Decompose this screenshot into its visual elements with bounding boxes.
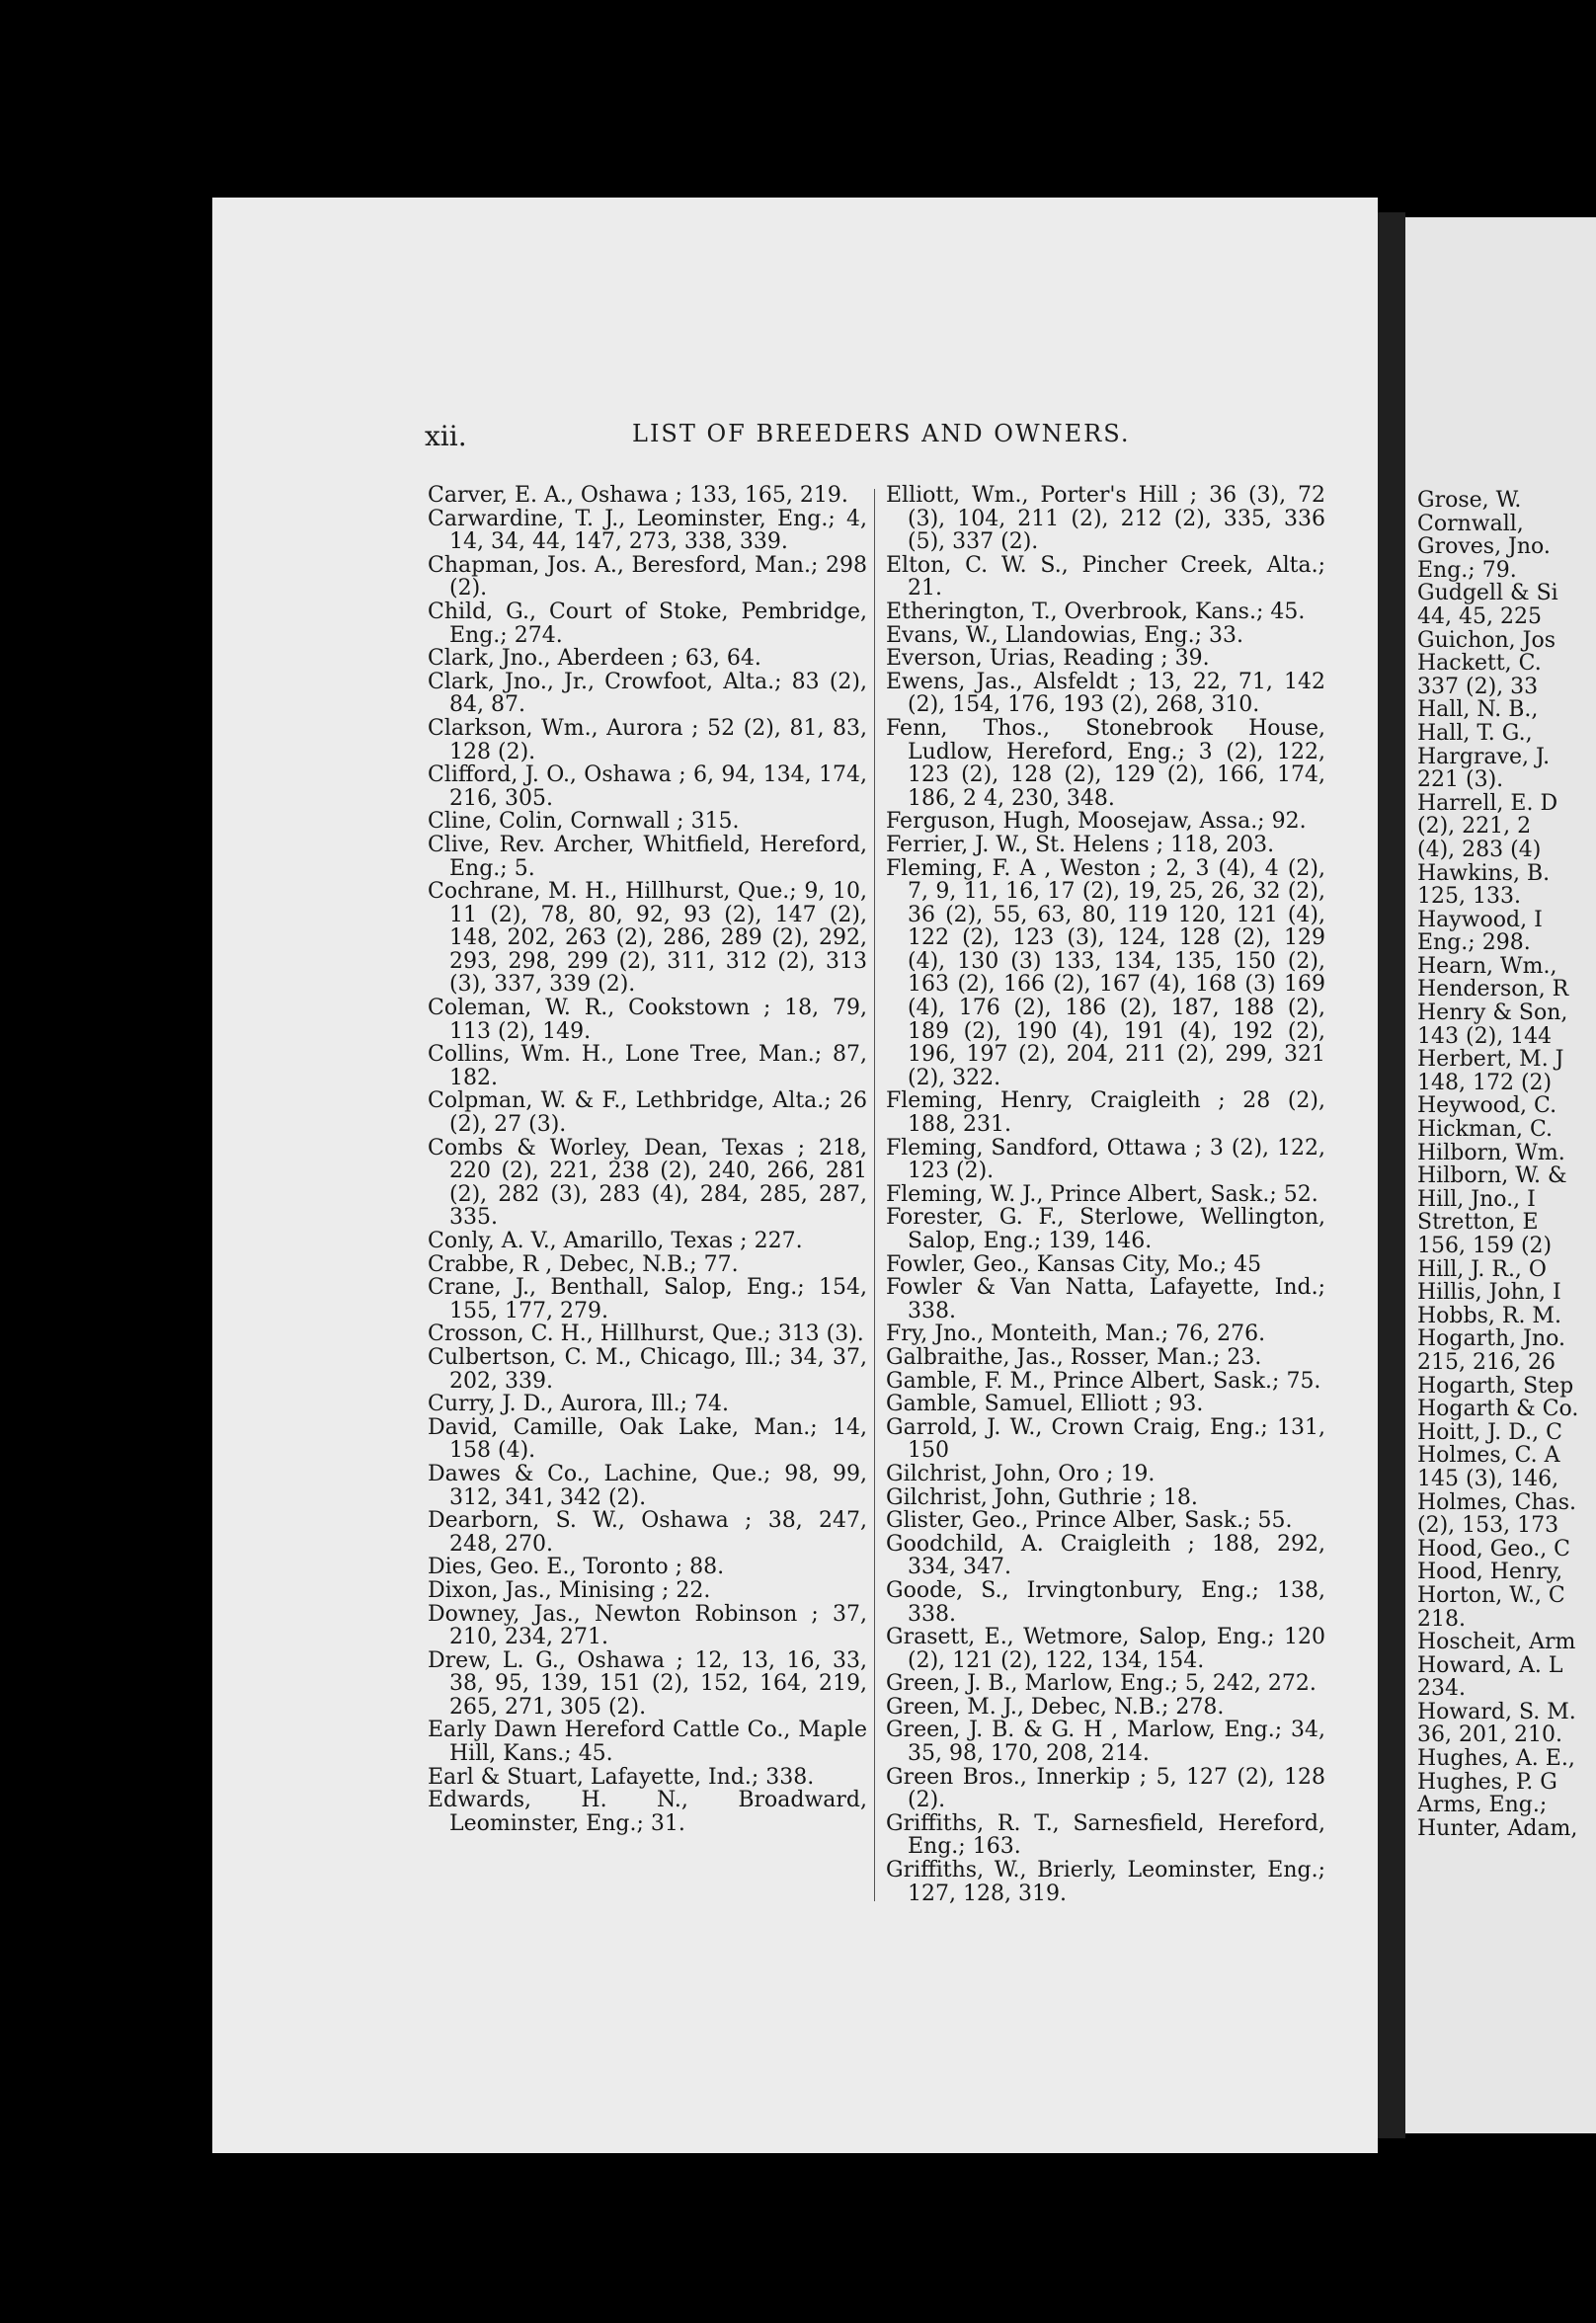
next-page-entry-fragment: 221 (3). — [1417, 767, 1504, 793]
next-page-entry-fragment: 145 (3), 146, — [1417, 1466, 1559, 1491]
next-page-entry-fragment: Hunter, Adam, — [1417, 1815, 1578, 1841]
next-page-entry-fragment: Hillis, John, I — [1417, 1280, 1561, 1306]
index-entry: Fleming, Sandford, Ottawa ; 3 (2), 122, 123 (2). — [886, 1135, 1325, 1184]
index-entry: Crabbe, R , Debec, N.B.; 77. — [428, 1251, 739, 1277]
next-page-entry-fragment: Hilborn, Wm. — [1417, 1140, 1565, 1165]
index-entry: Gilchrist, John, Guthrie ; 18. — [886, 1484, 1198, 1510]
index-entry: Clive, Rev. Archer, Whitfield, Hereford, Eng.; 5. — [428, 832, 867, 881]
index-entry: Downey, Jas., Newton Robinson ; 37, 210, 234, 271. — [428, 1601, 867, 1650]
index-entry: Crane, J., Benthall, Salop, Eng.; 154, 155, 177, 279. — [428, 1275, 867, 1323]
index-entry: Crosson, C. H., Hillhurst, Que.; 313 (3). — [428, 1322, 864, 1347]
next-page-entry-fragment: Cornwall, — [1417, 511, 1524, 536]
index-entry: Fleming, Henry, Craigleith ; 28 (2), 188, 231. — [886, 1088, 1325, 1138]
next-page-entry-fragment: Hogarth, Jno. — [1417, 1326, 1565, 1352]
index-entry: Gamble, Samuel, Elliott ; 93. — [886, 1392, 1204, 1417]
next-page-entry-fragment: Hoscheit, Arm — [1417, 1630, 1576, 1655]
next-page-entry-fragment: 156, 159 (2) — [1417, 1234, 1553, 1258]
next-page-entry-fragment: (4), 283 (4) — [1417, 837, 1542, 862]
index-entry: Galbraithe, Jas., Rosser, Man.; 23. — [886, 1344, 1262, 1370]
index-entry: Goode, S., Irvingtonbury, Eng.; 138, 338. — [886, 1577, 1325, 1627]
next-page-entry-fragment: Eng.; 79. — [1417, 557, 1517, 583]
book-spine — [1378, 212, 1405, 2138]
index-entry: Clark, Jno., Jr., Crowfoot, Alta.; 83 (2), 84, 87. — [428, 669, 867, 718]
index-entry: Fleming, W. J., Prince Albert, Sask.; 52. — [886, 1181, 1318, 1207]
next-page-entry-fragment: Howard, A. L — [1417, 1652, 1563, 1678]
column-divider — [874, 489, 875, 1901]
index-entry: Ferguson, Hugh, Moosejaw, Assa.; 92. — [886, 809, 1307, 835]
next-page-entry-fragment: Haywood, I — [1417, 907, 1543, 932]
index-entry: Grasett, E., Wetmore, Salop, Eng.; 120 (2), 121 (2), 122, 134, 154. — [886, 1625, 1325, 1673]
next-page-entry-fragment: Hawkins, B. — [1417, 860, 1551, 886]
next-page-entry-fragment: Hoitt, J. D., C — [1417, 1419, 1562, 1445]
next-page-entry-fragment: Hood, Henry, — [1417, 1560, 1563, 1585]
index-entry: Etherington, T., Overbrook, Kans.; 45. — [886, 599, 1306, 624]
next-page-entry-fragment: Grose, W. — [1417, 488, 1522, 513]
next-page-entry-fragment: Hearn, Wm., — [1417, 953, 1557, 979]
next-page-entry-fragment: Eng.; 298. — [1417, 930, 1531, 956]
next-page-entry-fragment: 337 (2), 33 — [1417, 674, 1539, 699]
index-entry: Conly, A. V., Amarillo, Texas ; 227. — [428, 1229, 803, 1253]
index-entry: Earl & Stuart, Lafayette, Ind.; 338. — [428, 1764, 815, 1790]
index-entry: Clifford, J. O., Oshawa ; 6, 94, 134, 174, 216, 305. — [428, 762, 867, 811]
next-page-entry-fragment: 234. — [1417, 1676, 1466, 1702]
left-index-column — [428, 484, 867, 1835]
index-entry: Drew, L. G., Oshawa ; 12, 13, 16, 33, 38, 95, 139, 151 (2), 152, 164, 219, 265, 271, 305 (2). — [428, 1647, 867, 1720]
next-page-edge — [1405, 217, 1596, 2133]
index-entry: Griffiths, R. T., Sarnesfield, Hereford, Eng.; 163. — [886, 1810, 1325, 1860]
index-entry: Glister, Geo., Prince Alber, Sask.; 55. — [886, 1508, 1293, 1534]
next-page-entry-fragment: Heywood, C. — [1417, 1093, 1557, 1119]
next-page-entry-fragment: Holmes, Chas. — [1417, 1489, 1577, 1515]
index-entry: Dies, Geo. E., Toronto ; 88. — [428, 1555, 725, 1580]
next-page-entry-fragment: Stretton, E — [1417, 1210, 1539, 1236]
index-entry: Colpman, W. & F., Lethbridge, Alta.; 26 (2), 27 (3). — [428, 1088, 867, 1138]
index-entry: Elton, C. W. S., Pincher Creek, Alta.; 21. — [886, 552, 1325, 601]
next-page-entry-fragment: Henry & Son, — [1417, 1001, 1568, 1026]
page-number: xii. — [425, 420, 467, 452]
index-entry: Fry, Jno., Monteith, Man.; 76, 276. — [886, 1322, 1266, 1347]
next-page-entry-fragment: 44, 45, 225 — [1417, 603, 1542, 629]
next-page-entry-fragment: Henderson, R — [1417, 977, 1569, 1002]
index-entry: Carwardine, T. J., Leominster, Eng.; 4, 14, 34, 44, 147, 273, 338, 339. — [428, 506, 867, 555]
next-page-entry-fragment: Groves, Jno. — [1417, 534, 1551, 560]
index-entry: Dixon, Jas., Minising ; 22. — [428, 1577, 711, 1603]
index-entry: Green, J. B., Marlow, Eng.; 5, 242, 272. — [886, 1671, 1317, 1697]
index-entry: Evans, W., Llandowias, Eng.; 33. — [886, 622, 1244, 648]
next-page-entry-fragment: Guichon, Jos — [1417, 627, 1556, 653]
index-entry: Early Dawn Hereford Cattle Co., Maple Hill, Kans.; 45. — [428, 1718, 867, 1767]
next-page-entry-fragment: (2), 221, 2 — [1417, 814, 1532, 840]
next-page-entry-fragment: Hall, T. G., — [1417, 720, 1533, 746]
index-entry: Elliott, Wm., Porter's Hill ; 36 (3), 72 (3), 104, 211 (2), 212 (2), 335, 336 (5), 337 (2). — [886, 483, 1325, 555]
index-entry: Garrold, J. W., Crown Craig, Eng.; 131, 150 — [886, 1414, 1325, 1464]
index-entry: Culbertson, C. M., Chicago, Ill.; 34, 37, 202, 339. — [428, 1344, 867, 1394]
next-page-entry-fragment: Howard, S. M. — [1417, 1699, 1576, 1724]
next-page-entry-fragment: 148, 172 (2) — [1417, 1070, 1553, 1095]
index-entry: Edwards, H. N., Broadward, Leominster, Eng.; 31. — [428, 1788, 867, 1836]
next-page-entry-fragment: Hood, Geo., C — [1417, 1536, 1571, 1562]
index-entry: Collins, Wm. H., Lone Tree, Man.; 87, 182. — [428, 1042, 867, 1090]
index-entry: Clark, Jno., Aberdeen ; 63, 64. — [428, 646, 761, 672]
index-entry: Green Bros., Innerkip ; 5, 127 (2), 128 (2). — [886, 1764, 1325, 1813]
next-page-entry-fragment: Hargrave, J. — [1417, 744, 1551, 769]
index-entry: Everson, Urias, Reading ; 39. — [886, 646, 1210, 672]
next-page-entry-fragment: 36, 201, 210. — [1417, 1722, 1562, 1748]
index-entry: David, Camille, Oak Lake, Man.; 14, 158 (4). — [428, 1414, 867, 1464]
next-page-entry-fragment: Hogarth, Step — [1417, 1373, 1574, 1399]
index-entry: Carver, E. A., Oshawa ; 133, 165, 219. — [428, 483, 848, 508]
next-page-entry-fragment: 218. — [1417, 1606, 1466, 1632]
index-entry: Green, M. J., Debec, N.B.; 278. — [886, 1694, 1225, 1720]
next-page-entry-fragment: (2), 153, 173 — [1417, 1513, 1559, 1539]
index-entry: Curry, J. D., Aurora, Ill.; 74. — [428, 1392, 730, 1417]
next-page-entry-fragment: Horton, W., C — [1417, 1582, 1565, 1608]
index-entry: Coleman, W. R., Cookstown ; 18, 79, 113 (2), 149. — [428, 996, 867, 1044]
index-entry: Fowler & Van Natta, Lafayette, Ind.; 338. — [886, 1275, 1325, 1323]
next-page-entry-fragment: 215, 216, 26 — [1417, 1349, 1556, 1375]
next-page-entry-fragment: Hackett, C. — [1417, 651, 1542, 677]
index-entry: Clarkson, Wm., Aurora ; 52 (2), 81, 83, 128 (2). — [428, 715, 867, 764]
next-page-entry-fragment: Hughes, A. E., — [1417, 1746, 1575, 1772]
next-page-entry-fragment: Hill, Jno., I — [1417, 1186, 1536, 1212]
next-page-entry-fragment: 125, 133. — [1417, 884, 1521, 910]
index-entry: Fenn, Thos., Stonebrook House, Ludlow, Hereford, Eng.; 3 (2), 122, 123 (2), 128 (2), 129 (2), 166, 174, 186, 2 4, 230, 348. — [886, 715, 1325, 811]
next-page-entry-fragment: Hogarth & Co. — [1417, 1397, 1579, 1422]
index-entry: Goodchild, A. Craigleith ; 188, 292, 334, 347. — [886, 1531, 1325, 1580]
next-page-entry-fragment: Arms, Eng.; — [1417, 1793, 1548, 1818]
next-page-entry-fragment: Hobbs, R. M. — [1417, 1303, 1561, 1328]
index-entry: Combs & Worley, Dean, Texas ; 218, 220 (2), 221, 238 (2), 240, 266, 281 (2), 282 (3), 283 (4), 284, 285, 287, 335. — [428, 1135, 867, 1231]
index-entry: Ferrier, J. W., St. Helens ; 118, 203. — [886, 832, 1275, 857]
next-page-entry-fragment: Hickman, C. — [1417, 1117, 1554, 1143]
index-entry: Fowler, Geo., Kansas City, Mo.; 45 — [886, 1251, 1262, 1277]
index-entry: Forester, G. F., Sterlowe, Wellington, Salop, Eng.; 139, 146. — [886, 1205, 1325, 1253]
next-page-entry-fragment: Gudgell & Si — [1417, 581, 1558, 606]
page-title: LIST OF BREEDERS AND OWNERS. — [632, 420, 1131, 447]
index-entry: Griffiths, W., Brierly, Leominster, Eng.; 127, 128, 319. — [886, 1858, 1325, 1906]
index-entry: Fleming, F. A , Weston ; 2, 3 (4), 4 (2), 7, 9, 11, 16, 17 (2), 19, 25, 26, 32 (2), 36 (2), 55, 63, 80, 119 120, 121 (4), 122 (2), 123 (3), 124, 128 (2), 129 (4), 130 (3) 133, 134, 135, 150 (2), 163 (2), 166 (2), 167 (4), 168 (3) 169 (4), 176 (2), 186 (2), 187, 188 (2), 189 (2), 190 (4), 191 (4), 192 (2), 196, 197 (2), 204, 211 (2), 299, 321 (2), 322. — [886, 855, 1325, 1090]
index-entry: Dawes & Co., Lachine, Que.; 98, 99, 312, 341, 342 (2). — [428, 1461, 867, 1510]
next-page-entry-fragment: Herbert, M. J — [1417, 1047, 1564, 1073]
next-page-entry-fragment: 143 (2), 144 — [1417, 1023, 1553, 1049]
next-page-entry-fragment: Hall, N. B., — [1417, 697, 1539, 723]
index-entry: Gamble, F. M., Prince Albert, Sask.; 75. — [886, 1368, 1321, 1394]
next-page-entry-fragment: Hughes, P. G — [1417, 1769, 1557, 1795]
index-entry: Dearborn, S. W., Oshawa ; 38, 247, 248, 270. — [428, 1508, 867, 1557]
index-entry: Chapman, Jos. A., Beresford, Man.; 298 (2). — [428, 552, 867, 601]
right-index-column — [886, 484, 1325, 1905]
next-page-entry-fragment: Harrell, E. D — [1417, 790, 1558, 816]
index-entry: Green, J. B. & G. H , Marlow, Eng.; 34, 35, 98, 170, 208, 214. — [886, 1718, 1325, 1767]
index-entry: Cline, Colin, Cornwall ; 315. — [428, 809, 740, 835]
index-entry: Gilchrist, John, Oro ; 19. — [886, 1461, 1156, 1486]
index-entry: Child, G., Court of Stoke, Pembridge, Eng.; 274. — [428, 599, 867, 648]
next-page-column — [1417, 489, 1596, 1840]
next-page-entry-fragment: Hilborn, W. & — [1417, 1163, 1567, 1189]
next-page-entry-fragment: Hill, J. R., O — [1417, 1256, 1547, 1282]
index-entry: Cochrane, M. H., Hillhurst, Que.; 9, 10, 11 (2), 78, 80, 92, 93 (2), 147 (2), 148, 202, 263 (2), 286, 289 (2), 292, 293, 298, 299 (2), 311, 312 (2), 313 (3), 337, 339 (2). — [428, 879, 867, 998]
next-page-entry-fragment: Holmes, C. A — [1417, 1443, 1560, 1469]
index-entry: Ewens, Jas., Alsfeldt ; 13, 22, 71, 142 (2), 154, 176, 193 (2), 268, 310. — [886, 669, 1325, 718]
